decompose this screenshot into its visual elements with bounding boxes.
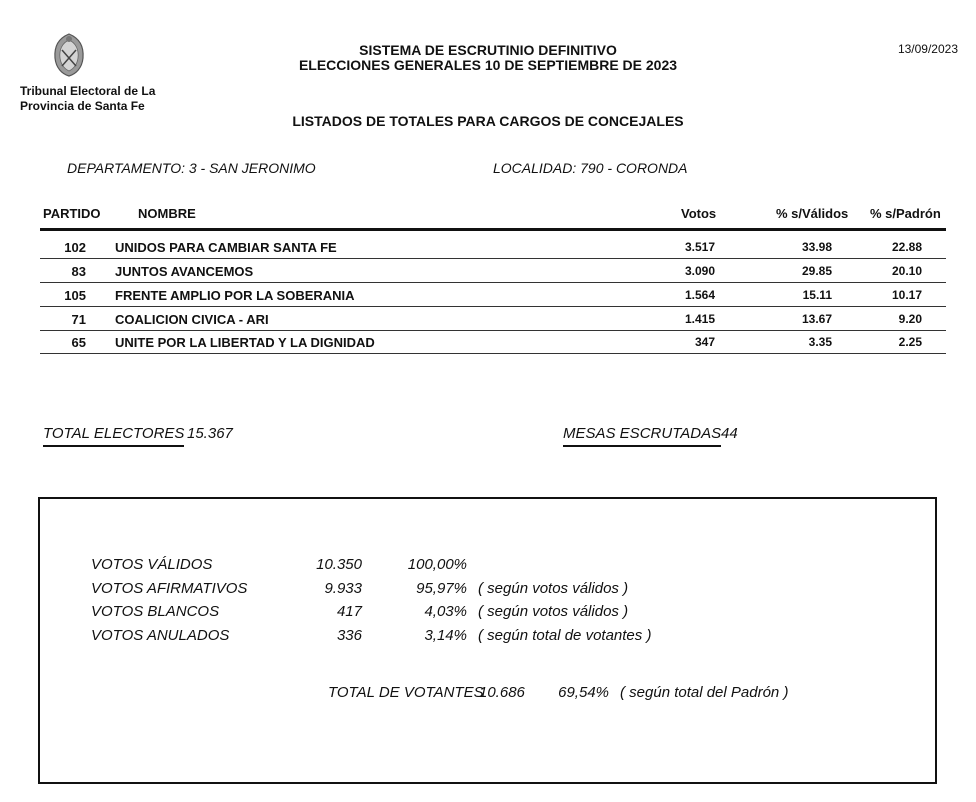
votos-value: 1.415 xyxy=(684,312,715,326)
votos-afirmativos-label: VOTOS AFIRMATIVOS xyxy=(91,580,248,597)
padron-pct: 9.20 xyxy=(898,312,922,326)
padron-pct: 22.88 xyxy=(891,240,922,254)
title-line-2: ELECCIONES GENERALES 10 DE SEPTIEMBRE DE 2023 xyxy=(298,57,678,73)
table-row xyxy=(40,307,946,331)
votos-validos-label: VOTOS VÁLIDOS xyxy=(91,556,213,573)
report-subtitle: LISTADOS DE TOTALES PARA CARGOS DE CONCEJALES xyxy=(292,113,684,129)
org-line-1: Tribunal Electoral de La xyxy=(20,84,156,98)
validos-pct: 15.11 xyxy=(802,288,832,302)
validos-pct: 29.85 xyxy=(801,264,832,278)
votos-anulados-value: 336 xyxy=(336,627,362,644)
padron-pct: 20.10 xyxy=(891,264,922,278)
padron-pct: 10.17 xyxy=(891,288,922,302)
total-votantes-pct: 69,54% xyxy=(558,684,609,701)
votos-afirmativos-pct: 95,97% xyxy=(416,580,467,597)
votos-value: 347 xyxy=(694,335,715,349)
mesas-escrutadas-value: 44 xyxy=(721,425,738,442)
col-validos: % s/Válidos xyxy=(776,206,849,221)
votos-value: 1.564 xyxy=(684,288,715,302)
partido-code: 102 xyxy=(64,240,86,255)
votos-blancos-value: 417 xyxy=(336,603,362,620)
votos-value: 3.517 xyxy=(684,240,715,254)
partido-code: 83 xyxy=(71,264,86,279)
partido-code: 105 xyxy=(64,288,86,303)
table-row xyxy=(40,283,946,307)
votos-validos-pct: 100,00% xyxy=(407,556,467,573)
total-votantes-label: TOTAL DE VOTANTES xyxy=(328,684,484,701)
partido-name: UNIDOS PARA CAMBIAR SANTA FE xyxy=(115,240,337,255)
col-nombre: NOMBRE xyxy=(138,206,196,221)
votos-anulados-note: ( según total de votantes ) xyxy=(478,627,652,644)
validos-pct: 3.35 xyxy=(808,335,832,349)
total-electores-label: TOTAL ELECTORES xyxy=(43,425,184,447)
org-line-2: Provincia de Santa Fe xyxy=(20,99,145,113)
votos-validos-value: 10.350 xyxy=(316,556,362,573)
table-row xyxy=(40,259,946,283)
votos-value: 3.090 xyxy=(684,264,715,278)
partido-name: FRENTE AMPLIO POR LA SOBERANIA xyxy=(115,288,355,303)
validos-pct: 33.98 xyxy=(801,240,832,254)
col-padron: % s/Padrón xyxy=(870,206,941,221)
col-partido: PARTIDO xyxy=(43,206,101,221)
title-line-1: SISTEMA DE ESCRUTINIO DEFINITIVO xyxy=(359,42,617,58)
total-votantes-note: ( según total del Padrón ) xyxy=(620,684,789,701)
localidad: LOCALIDAD: 790 - CORONDA xyxy=(493,160,688,176)
system-title xyxy=(0,43,976,73)
votos-afirmativos-value: 9.933 xyxy=(324,580,362,597)
departamento: DEPARTAMENTO: 3 - SAN JERONIMO xyxy=(67,160,316,176)
partido-name: JUNTOS AVANCEMOS xyxy=(115,264,254,279)
total-votantes-value: 10.686 xyxy=(479,684,525,701)
col-votos: Votos xyxy=(681,206,717,221)
partido-name: UNITE POR LA LIBERTAD Y LA DIGNIDAD xyxy=(115,335,375,350)
votos-blancos-note: ( según votos válidos ) xyxy=(478,603,629,620)
votos-blancos-label: VOTOS BLANCOS xyxy=(91,603,220,620)
table-row xyxy=(40,330,946,354)
partido-name: COALICION CIVICA - ARI xyxy=(115,312,269,327)
header-divider xyxy=(40,228,946,231)
table-row xyxy=(40,235,946,259)
votos-anulados-label: VOTOS ANULADOS xyxy=(91,627,230,644)
report-date: 13/09/2023 xyxy=(897,42,958,56)
votos-anulados-pct: 3,14% xyxy=(424,627,467,644)
organization-name xyxy=(20,84,155,114)
votos-blancos-pct: 4,03% xyxy=(424,603,467,620)
partido-code: 65 xyxy=(71,335,86,350)
padron-pct: 2.25 xyxy=(898,335,922,349)
partido-code: 71 xyxy=(71,312,86,327)
validos-pct: 13.67 xyxy=(801,312,832,326)
mesas-escrutadas-label: MESAS ESCRUTADAS xyxy=(563,425,721,447)
votos-afirmativos-note: ( según votos válidos ) xyxy=(478,580,629,597)
total-electores-value: 15.367 xyxy=(187,425,233,442)
